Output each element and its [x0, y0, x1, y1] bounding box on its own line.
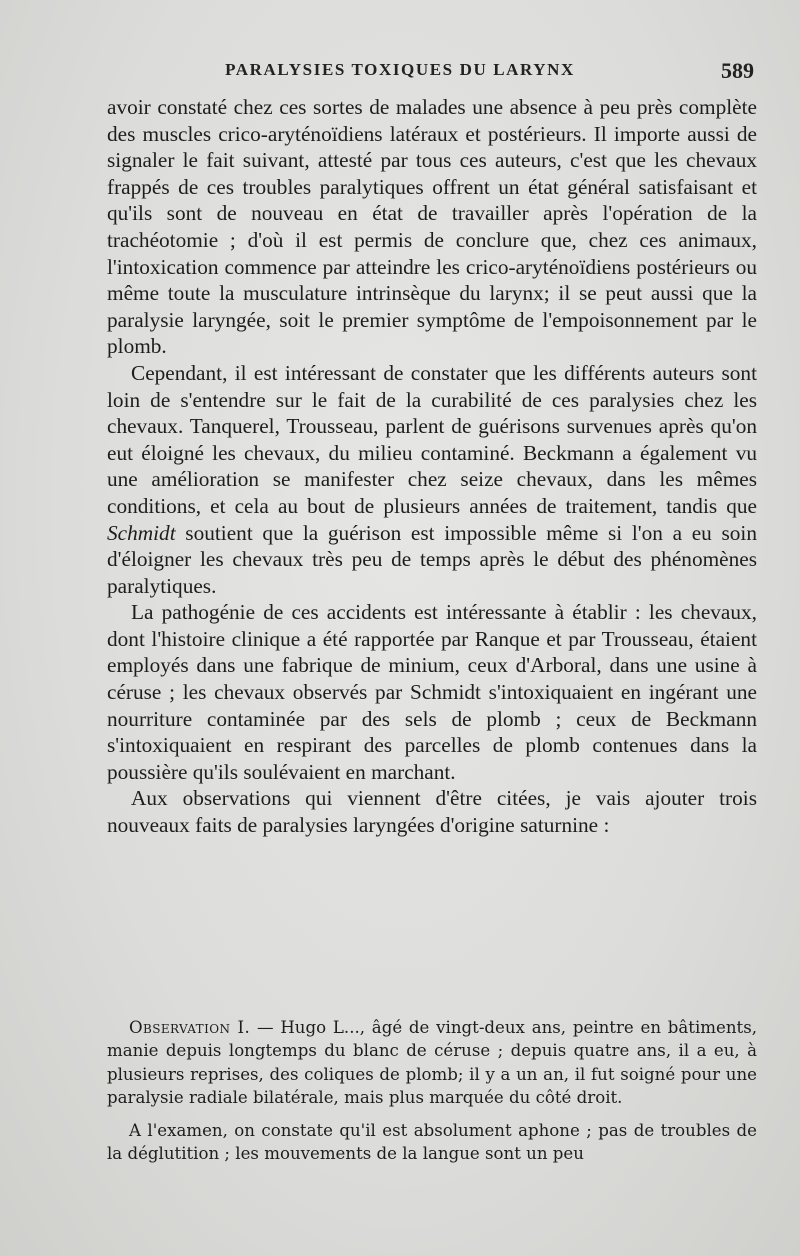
paragraph-4: Aux observations qui viennent d'être citées, je vais ajouter trois nouveaux faits de paralysies laryngées d'origine saturnine :	[107, 786, 757, 838]
observation-label: Observation I.	[129, 1018, 251, 1037]
running-title: PARALYSIES TOXIQUES DU LARYNX	[225, 60, 575, 79]
observation-paragraph-1	[107, 1016, 757, 1110]
observation-text-1: — Hugo L..., âgé de vingt-deux ans, peintre en bâtiments, manie depuis longtemps du blanc de céruse ; depuis quatre ans, il a eu, à plusieurs reprises, des coliques de plomb; il y a un an, il fut soigné pour une paralysie radiale bilatérale, mais plus marquée du côté droit.	[107, 1018, 757, 1108]
body-text	[107, 94, 757, 839]
observation-paragraph-2: A l'examen, on constate qu'il est absolument aphone ; pas de troubles de la déglutition ; les mouvements de la langue sont un peu	[107, 1120, 757, 1164]
paragraph-1: avoir constaté chez ces sortes de malades une absence à peu près complète des muscles crico-aryténoïdiens latéraux et postérieurs. Il importe aussi de signaler le fait suivant, attesté par tous ces auteurs, c'est que les chevaux frappés de ces troubles paralytiques offrent un état général satisfaisant et qu'ils sont de nouveau en état de travailler après l'opération de la trachéotomie ; d'où il est permis de conclure que, chez ces animaux, l'intoxication commence par atteindre les crico-aryténoïdiens postérieurs ou même toute la musculature intrinsèque du larynx; il se peut aussi que la paralysie laryngée, soit le premier symptôme de l'empoisonnement par le plomb.	[107, 95, 757, 359]
paragraph-2-text-a: Cependant, il est intéressant de constater que les différents auteurs sont loin de s'entendre sur le fait de la curabilité de ces paralysies chez les chevaux. Tanquerel, Trousseau, parlent de guérisons survenues après qu'on eut éloigné les chevaux, du milieu contaminé. Beckmann a également vu une amélioration se manifester chez seize chevaux, dans les mêmes conditions, et cela au bout de plusieurs années de traitement, tandis que	[107, 360, 757, 518]
page-number: 589	[721, 58, 754, 83]
paragraph-3: La pathogénie de ces accidents est intéressante à établir : les chevaux, dont l'histoire clinique a été rapportée par Ranque et par Trousseau, étaient employés dans une fabrique de minium, ceux d'Arboral, dans une usine à céruse ; les chevaux observés par Schmidt s'intoxiquaient en ingérant une nourriture contaminée par des sels de plomb ; ceux de Beckmann s'intoxiquaient en respirant des parcelles de plomb contenues dans la poussière qu'ils soulévaient en marchant.	[107, 600, 757, 784]
paragraph-2	[107, 360, 757, 599]
running-head	[0, 60, 800, 88]
paragraph-2-text-b: soutient que la guérison est impossible même si l'on a eu soin d'éloigner les chevaux très peu de temps après le début des phénomènes paralytiques.	[107, 520, 757, 598]
observation-block	[107, 1016, 757, 1165]
paragraph-2-italic-name: Schmidt	[107, 520, 176, 545]
